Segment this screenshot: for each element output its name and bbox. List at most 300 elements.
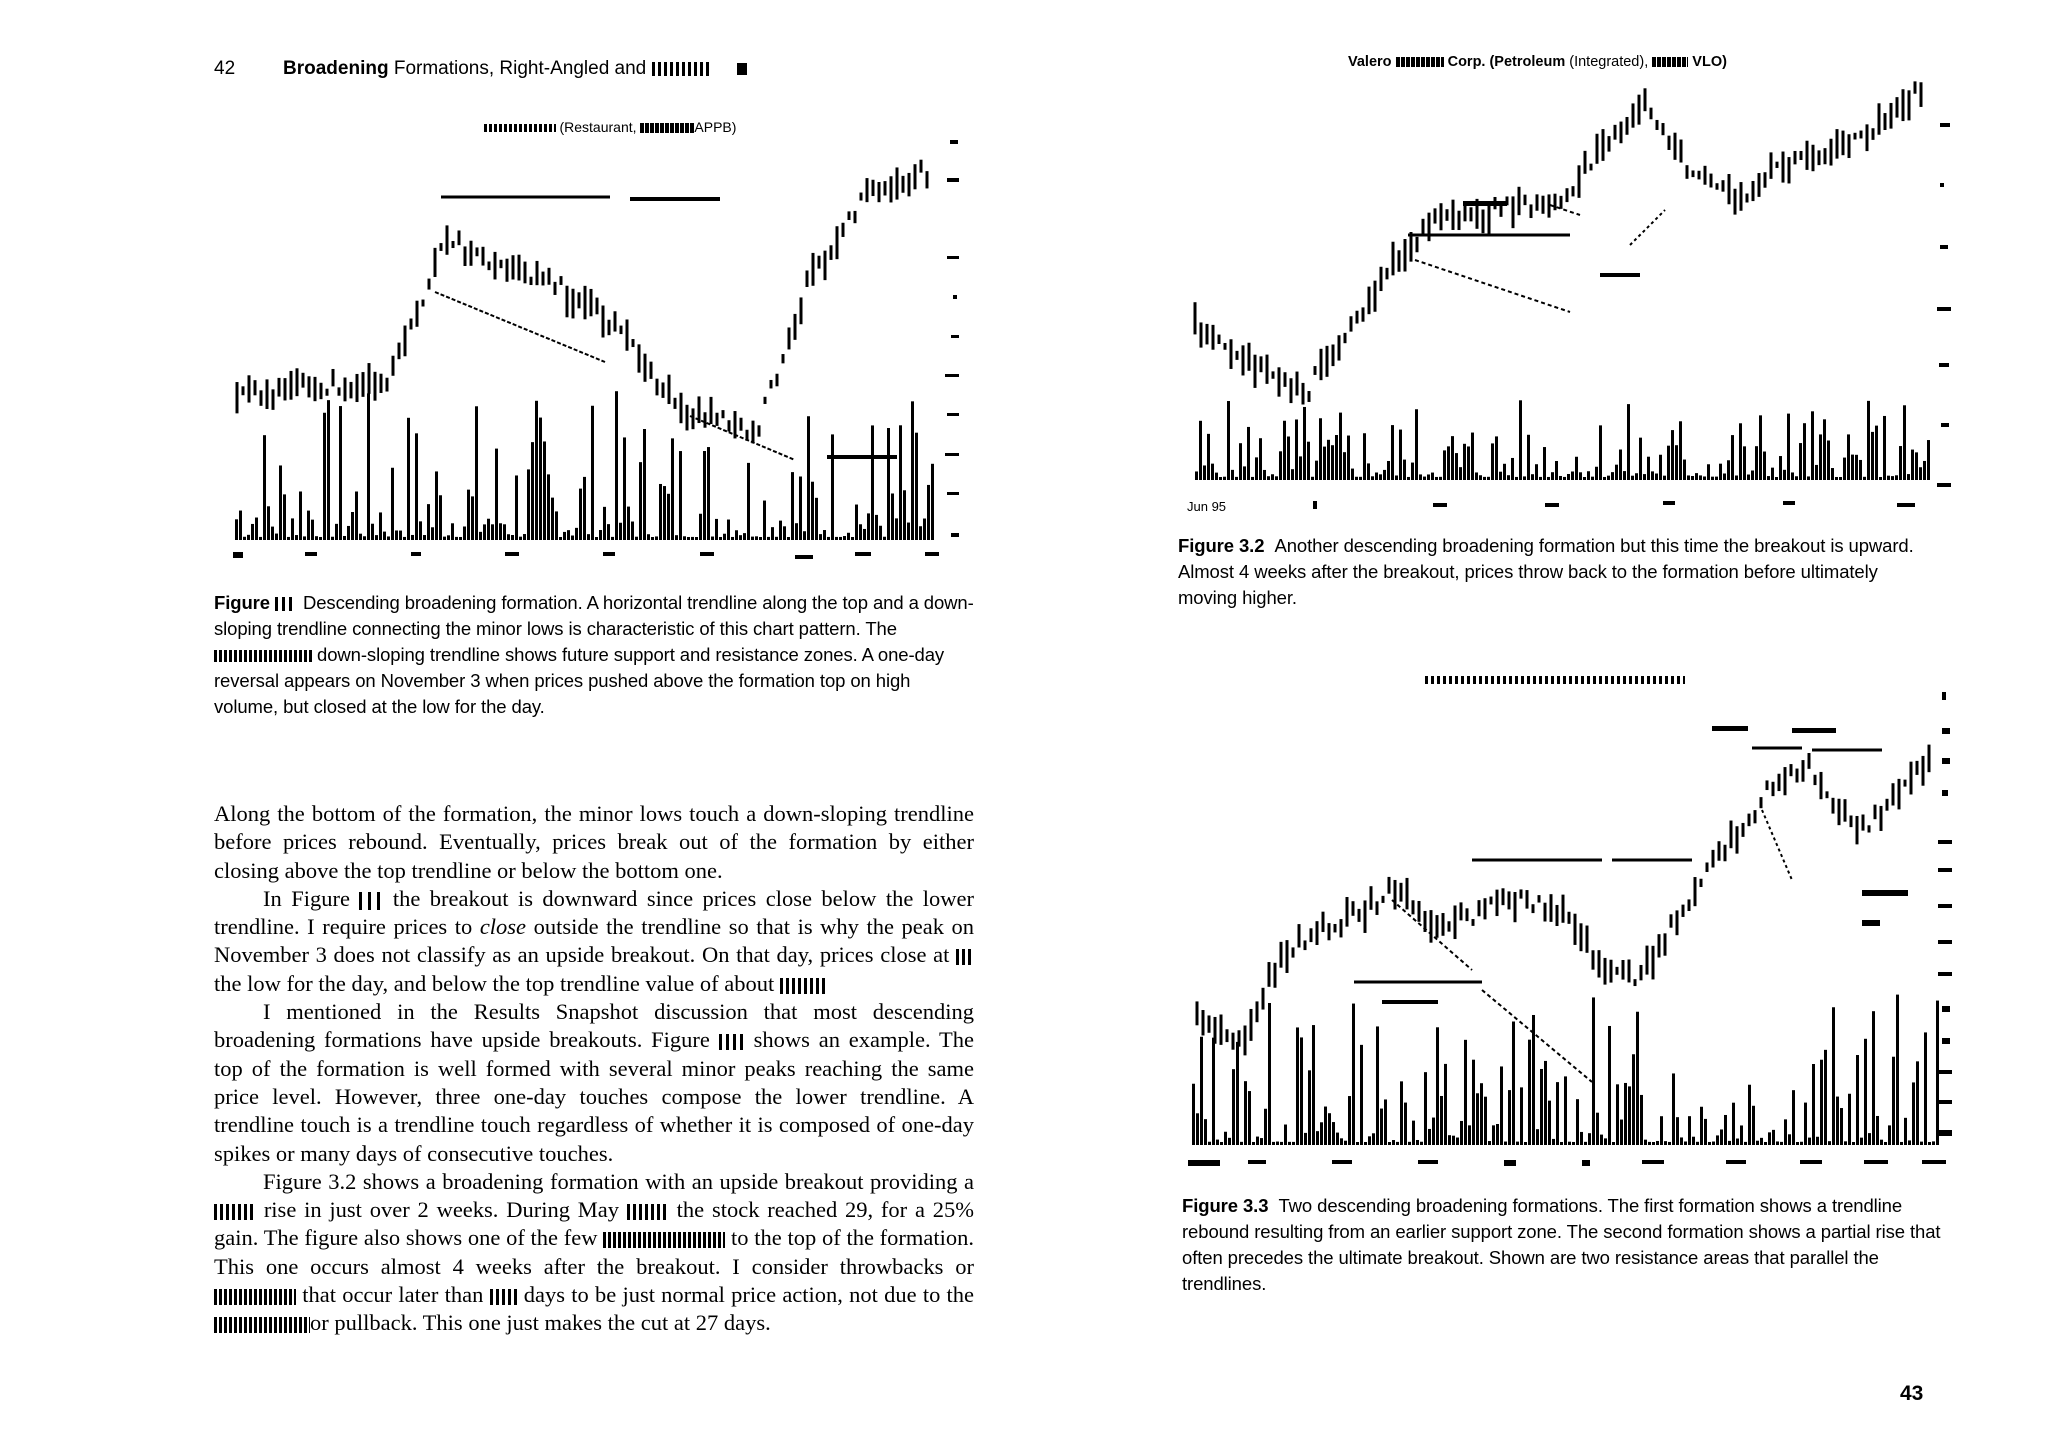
volume-bar: [1499, 472, 1502, 480]
volume-bar: [1815, 465, 1818, 480]
volume-bar: [1524, 1142, 1527, 1145]
volume-bar: [635, 537, 638, 540]
volume-bar: [1624, 1083, 1627, 1145]
volume-bar: [511, 535, 514, 540]
volume-bar: [875, 515, 878, 540]
volume-bar: [1508, 1090, 1511, 1145]
volume-bar: [271, 527, 274, 540]
volume-bar: [411, 535, 414, 540]
volume-bar: [1256, 1137, 1259, 1145]
volume-bar: [1616, 1084, 1619, 1145]
volume-bar: [1776, 1141, 1779, 1145]
volume-bar: [1711, 477, 1714, 480]
volume-bar: [1712, 1142, 1715, 1145]
volume-bar: [751, 537, 754, 540]
volume-bar: [1267, 476, 1270, 480]
volume-bar: [1920, 1142, 1923, 1145]
volume-bar: [319, 537, 322, 540]
volume-bar: [1840, 1108, 1843, 1145]
volume-bar: [771, 527, 774, 540]
volume-bar: [1487, 477, 1490, 480]
volume-bar: [363, 536, 366, 540]
volume-bar: [1440, 1096, 1443, 1145]
volume-bar: [1400, 1081, 1403, 1145]
volume-bar: [1800, 1142, 1803, 1145]
volume-bar: [1783, 470, 1786, 480]
volume-bar: [1479, 475, 1482, 480]
trendline-labels: [630, 197, 897, 459]
volume-bar: [667, 494, 670, 540]
volume-bar: [455, 537, 458, 540]
volume-bar: [1331, 445, 1334, 480]
volume-bar: [1279, 451, 1282, 480]
volume-bar: [807, 416, 810, 540]
volume-bar: [1680, 1137, 1683, 1145]
volume-bar: [1311, 477, 1314, 480]
volume-bar: [1283, 421, 1286, 480]
volume-bar: [1436, 1027, 1439, 1145]
volume-bar: [1296, 1027, 1299, 1145]
volume-bar: [1559, 476, 1562, 480]
volume-bar: [1771, 468, 1774, 480]
volume-bar: [1532, 1015, 1535, 1145]
volume-bar: [607, 524, 610, 540]
volume-bar: [419, 521, 422, 540]
volume-bar: [507, 534, 510, 540]
volume-bar: [1467, 446, 1470, 480]
volume-bar: [1392, 1140, 1395, 1145]
volume-bar: [1275, 476, 1278, 480]
volume-bar: [1204, 1119, 1207, 1145]
volume-bar: [1759, 415, 1762, 480]
volume-bar: [1375, 473, 1378, 480]
volume-bar: [431, 527, 434, 540]
volume-bar: [1271, 474, 1274, 480]
volume-bar: [1683, 460, 1686, 480]
volume-bar: [1708, 1142, 1711, 1145]
volume-bar: [1932, 1141, 1935, 1145]
volume-bar: [1403, 460, 1406, 480]
volume-bar: [1427, 474, 1430, 480]
volume-bar: [307, 511, 310, 540]
volume-bar: [1659, 455, 1662, 480]
volume-bar: [1439, 477, 1442, 480]
volume-bar: [1836, 1097, 1839, 1145]
volume-bar: [1540, 1069, 1543, 1145]
volume-bar: [1792, 1090, 1795, 1145]
volume-bar: [267, 506, 270, 540]
volume-bar: [883, 537, 886, 540]
volume-bar: [1340, 1138, 1343, 1145]
volume-bar: [1443, 450, 1446, 480]
volume-bar: [1344, 1141, 1347, 1145]
volume-bar: [1560, 1142, 1563, 1145]
volume-bar: [879, 526, 882, 540]
volume-bar: [259, 537, 262, 540]
volume-bar: [679, 451, 682, 540]
volume-bar: [1716, 1135, 1719, 1145]
volume-bar: [1379, 474, 1382, 480]
volume-bar: [439, 495, 442, 540]
garbled-glyph: [490, 1289, 518, 1305]
volume-bar: [575, 528, 578, 540]
volume-bar: [1915, 452, 1918, 480]
volume-bar: [579, 489, 582, 540]
y-axis-ticks: [1937, 123, 1951, 487]
volume-bar: [1515, 477, 1518, 480]
volume-bar: [1460, 1121, 1463, 1145]
volume-bar: [1215, 473, 1218, 480]
volume-bar: [1908, 1140, 1911, 1145]
volume-bar: [1291, 469, 1294, 480]
volume-bar: [1644, 1140, 1647, 1145]
volume-bar: [527, 469, 530, 540]
volume-bar: [831, 434, 834, 540]
volume-bar: [1420, 1142, 1423, 1145]
volume-bar: [1887, 476, 1890, 480]
volume-bar: [523, 534, 526, 540]
volume-bar: [1868, 1133, 1871, 1145]
volume-bar: [1203, 465, 1206, 480]
volume-bar: [535, 401, 538, 540]
volume-bar: [1768, 1132, 1771, 1145]
volume-bar: [759, 537, 762, 540]
volume-bar: [1544, 1061, 1547, 1145]
volume-bar: [1860, 1138, 1863, 1145]
volume-bar: [1315, 461, 1318, 480]
volume-bar: [1859, 460, 1862, 480]
volume-bar: [1635, 473, 1638, 480]
volume-bar: [643, 429, 646, 540]
x-axis-first-label: Jun 95: [1187, 499, 1227, 514]
volume-bar: [1888, 1125, 1891, 1145]
volume-bar: [1231, 470, 1234, 480]
volume-bar: [1423, 477, 1426, 480]
volume-bar: [819, 534, 822, 540]
volume-bar: [671, 438, 674, 540]
volume-bar: [1364, 1142, 1367, 1145]
volume-bar: [1324, 1107, 1327, 1145]
volume-bar: [547, 474, 550, 540]
volume-bar: [1295, 419, 1298, 480]
volume-bar: [1539, 477, 1542, 480]
volume-bar: [331, 537, 334, 540]
volume-bar: [1655, 474, 1658, 480]
volume-bar: [715, 519, 718, 540]
volume-bar: [1723, 473, 1726, 480]
volume-bar: [795, 523, 798, 540]
volume-bar: [1740, 1125, 1743, 1145]
volume-bar: [1743, 446, 1746, 480]
volume-bar: [1812, 1064, 1815, 1145]
volume-bar: [1404, 1103, 1407, 1145]
volume-bar: [1912, 1082, 1915, 1145]
volume-bar: [1435, 477, 1438, 480]
garbled-glyph: [652, 62, 712, 76]
volume-bar: [1548, 1101, 1551, 1145]
volume-bar: [251, 524, 254, 540]
volume-bar: [887, 428, 890, 540]
volume-bar: [1252, 1142, 1255, 1145]
volume-bar: [683, 536, 686, 540]
volume-bar: [1472, 1060, 1475, 1145]
volume-bar: [1691, 476, 1694, 480]
volume-bar: [1687, 475, 1690, 480]
volume-bar: [1383, 470, 1386, 480]
volume-bar: [859, 524, 862, 540]
figure-label: Figure: [214, 592, 270, 613]
volume-bar: [1612, 1142, 1615, 1145]
paragraph-1: Along the bottom of the formation, the minor lows touch a down-sloping trendline before prices rebound. Eventually, prices break out of the formation by either closing above the top trendline or below the bottom one.: [214, 801, 974, 883]
volume-bar: [1303, 407, 1306, 480]
volume-bar: [863, 529, 866, 540]
volume-bar: [379, 512, 382, 540]
volume-bar: [1359, 477, 1362, 480]
volume-bar: [867, 513, 870, 540]
volume-bar: [371, 524, 374, 540]
volume-bar: [1828, 1141, 1831, 1145]
volume-bar: [571, 536, 574, 540]
volume-bar: [1411, 463, 1414, 480]
volume-bar: [1676, 1117, 1679, 1145]
volume-bar: [1736, 1139, 1739, 1145]
volume-bar: [1871, 432, 1874, 480]
volume-bar: [451, 523, 454, 540]
volume-bar: [1552, 1139, 1555, 1145]
volume-bar: [1516, 1142, 1519, 1145]
volume-bar: [1900, 1142, 1903, 1145]
volume-bar: [1488, 1141, 1491, 1145]
volume-bar: [1795, 476, 1798, 480]
volume-bar: [1327, 440, 1330, 480]
volume-bar: [1811, 411, 1814, 480]
volume-bar: [1352, 1004, 1355, 1145]
volume-bar: [1767, 476, 1770, 480]
volume-bar: [1543, 447, 1546, 480]
volume-bar: [1631, 476, 1634, 480]
volume-bar: [1563, 477, 1566, 480]
paragraph-2: In Figure the breakout is downward since prices close below the lower trendline. I require prices to close outside the trendline so that is why the peak on November 3 does not classify as an upside breakout. On that day, prices close at the low for the day, and below the top trendline value of about: [214, 885, 975, 996]
volume-bar: [599, 530, 602, 540]
volume-bar: [467, 490, 470, 540]
volume-bar: [1531, 474, 1534, 480]
volume-bar: [1579, 472, 1582, 480]
volume-bar: [1867, 401, 1870, 480]
volume-bar: [1896, 995, 1899, 1145]
volume-bar: [1883, 416, 1886, 480]
volume-bar: [1339, 413, 1342, 480]
garbled-glyph: [1652, 57, 1688, 67]
volume-bar: [711, 537, 714, 540]
volume-bar: [311, 520, 314, 540]
volume-bar: [611, 537, 614, 540]
garbled-glyph: [737, 63, 747, 75]
annotation-labels: [1382, 726, 1908, 1004]
volume-bar: [1572, 1142, 1575, 1145]
volume-bar: [931, 464, 934, 540]
volume-bar: [1248, 1091, 1251, 1145]
volume-bar: [1899, 446, 1902, 480]
volume-bar: [423, 535, 426, 540]
volume-bar: [1823, 419, 1826, 480]
volume-bar: [1416, 1140, 1419, 1145]
volume-bar: [799, 476, 802, 540]
volume-bar: [1388, 1142, 1391, 1145]
volume-bar: [1608, 1026, 1611, 1145]
volume-bar: [427, 504, 430, 540]
volume-bar: [475, 406, 478, 540]
volume-bar: [1880, 1140, 1883, 1145]
volume-bar: [1371, 476, 1374, 480]
volume-bar: [1831, 468, 1834, 480]
volume-bar: [1844, 1141, 1847, 1145]
figure-3-3-chart: [1182, 690, 1957, 1180]
garbled-glyph: [956, 949, 974, 965]
volume-bar: [1431, 473, 1434, 480]
volume-bar: [1476, 1093, 1479, 1145]
volume-bar: [383, 532, 386, 540]
volume-bar: [1496, 1124, 1499, 1145]
volume-bar: [1380, 1109, 1383, 1145]
running-header-left: [283, 58, 747, 80]
volume-bar: [347, 526, 350, 540]
volume-bar: [1916, 1061, 1919, 1145]
volume-bar: [391, 468, 394, 540]
figure-3-2-chart: [1185, 75, 1955, 520]
volume-bar: [895, 518, 898, 540]
volume-bar: [1756, 1141, 1759, 1145]
second-bottom-trendline: [1762, 810, 1792, 880]
volume-bar: [1228, 1138, 1231, 1145]
volume-bar: [1752, 1106, 1755, 1145]
volume-bar: [1615, 465, 1618, 480]
volume-bar: [491, 524, 494, 540]
volume-bar: [1280, 1142, 1283, 1145]
volume-bar: [1356, 1142, 1359, 1145]
volume-bar: [1588, 1133, 1591, 1145]
volume-bar: [1368, 1136, 1371, 1145]
garbled-glyph: [275, 597, 295, 611]
volume-bar: [815, 498, 818, 540]
throwback-pointer: [1630, 210, 1665, 245]
volume-bar: [1911, 450, 1914, 480]
volume-bar: [735, 530, 738, 540]
volume-bar: [1200, 1037, 1203, 1145]
volume-bar: [459, 537, 462, 540]
volume-bar: [1855, 455, 1858, 480]
volume-bar: [1807, 476, 1810, 480]
volume-bar: [1244, 1081, 1247, 1145]
volume-bar: [1652, 1142, 1655, 1145]
volume-bar: [395, 530, 398, 540]
volume-bar: [1456, 1138, 1459, 1145]
volume-bar: [1876, 1116, 1879, 1145]
volume-bar: [1468, 1125, 1471, 1145]
y-axis-ticks: [945, 140, 959, 537]
volume-bar: [1240, 1142, 1243, 1145]
volume-bar: [903, 490, 906, 540]
volume-bar: [1571, 471, 1574, 480]
volume-bar: [1208, 1142, 1211, 1145]
volume-bar: [1391, 425, 1394, 480]
volume-bar: [1319, 418, 1322, 480]
volume-bar: [1892, 1057, 1895, 1145]
volume-bar: [1424, 1072, 1427, 1145]
volume-bar: [1820, 1060, 1823, 1145]
volume-bar: [1779, 456, 1782, 480]
volume-bar: [1264, 1109, 1267, 1145]
volume-bar: [515, 475, 518, 540]
volume-bar: [1819, 434, 1822, 480]
volume-bar: [1432, 1118, 1435, 1145]
volume-bar: [1787, 414, 1790, 480]
volume-bar: [791, 472, 794, 540]
page-number-left: 42: [214, 58, 236, 79]
volume-bar: [283, 494, 286, 540]
volume-bar: [1576, 1099, 1579, 1145]
volume-bar: [1839, 477, 1842, 480]
paragraph-3: I mentioned in the Results Snapshot discussion that most descending broadening formations have upside breakouts. Figure shows an example. The top of the formation is well formed with several minor peaks reaching the same price level. However, three one-day touches compose the lower trendline. A trendline touch is a trendline touch regardless of whether it is composed of one-day spikes or many days of consecutive touches.: [214, 999, 975, 1166]
volume-bar: [1595, 467, 1598, 480]
volume-bar: [663, 486, 666, 540]
volume-bar: [239, 511, 242, 540]
volume-bar: [299, 491, 302, 540]
volume-bar: [827, 537, 830, 540]
volume-bar: [359, 534, 362, 540]
volume-bar: [855, 505, 858, 540]
volume-bar: [1520, 1087, 1523, 1145]
volume-bar: [1500, 1066, 1503, 1145]
volume-bar: [919, 526, 922, 540]
volume-bar: [1580, 1132, 1583, 1145]
garbled-glyph: [359, 892, 383, 910]
volume-bar: [1672, 1073, 1675, 1145]
volume-bar: [1575, 457, 1578, 480]
x-axis-ticks: [233, 552, 939, 559]
volume-bar: [743, 533, 746, 540]
volume-bar: [1239, 443, 1242, 480]
volume-bar: [1484, 1097, 1487, 1145]
volume-bar: [1596, 1113, 1599, 1145]
volume-bar: [1599, 425, 1602, 480]
volume-bar: [1727, 460, 1730, 480]
volume-bar: [1695, 473, 1698, 480]
price-bars: [1195, 81, 1921, 404]
volume-bar: [1348, 1096, 1351, 1145]
volume-bar: [695, 537, 698, 540]
header-bold: Broadening: [283, 58, 389, 79]
volume-bar: [479, 532, 482, 540]
volume-bar: [1835, 477, 1838, 480]
volume-bar: [839, 537, 842, 540]
volume-bar: [1320, 1122, 1323, 1145]
volume-bar: [1751, 470, 1754, 480]
volume-bar: [387, 536, 390, 540]
volume-bar: [1928, 1142, 1931, 1145]
volume-bar: [1399, 430, 1402, 480]
volume-bar: [587, 534, 590, 540]
volume-bar: [463, 526, 466, 540]
volume-bar: [1668, 1142, 1671, 1145]
volume-bar: [1628, 1086, 1631, 1145]
volume-bar: [1875, 426, 1878, 480]
volume-bar: [1480, 1083, 1483, 1145]
volume-bar: [1471, 433, 1474, 480]
volume-bar: [1387, 461, 1390, 480]
volume-bar: [1679, 421, 1682, 480]
volume-bar: [1268, 1003, 1271, 1145]
volume-bar: [555, 511, 558, 540]
